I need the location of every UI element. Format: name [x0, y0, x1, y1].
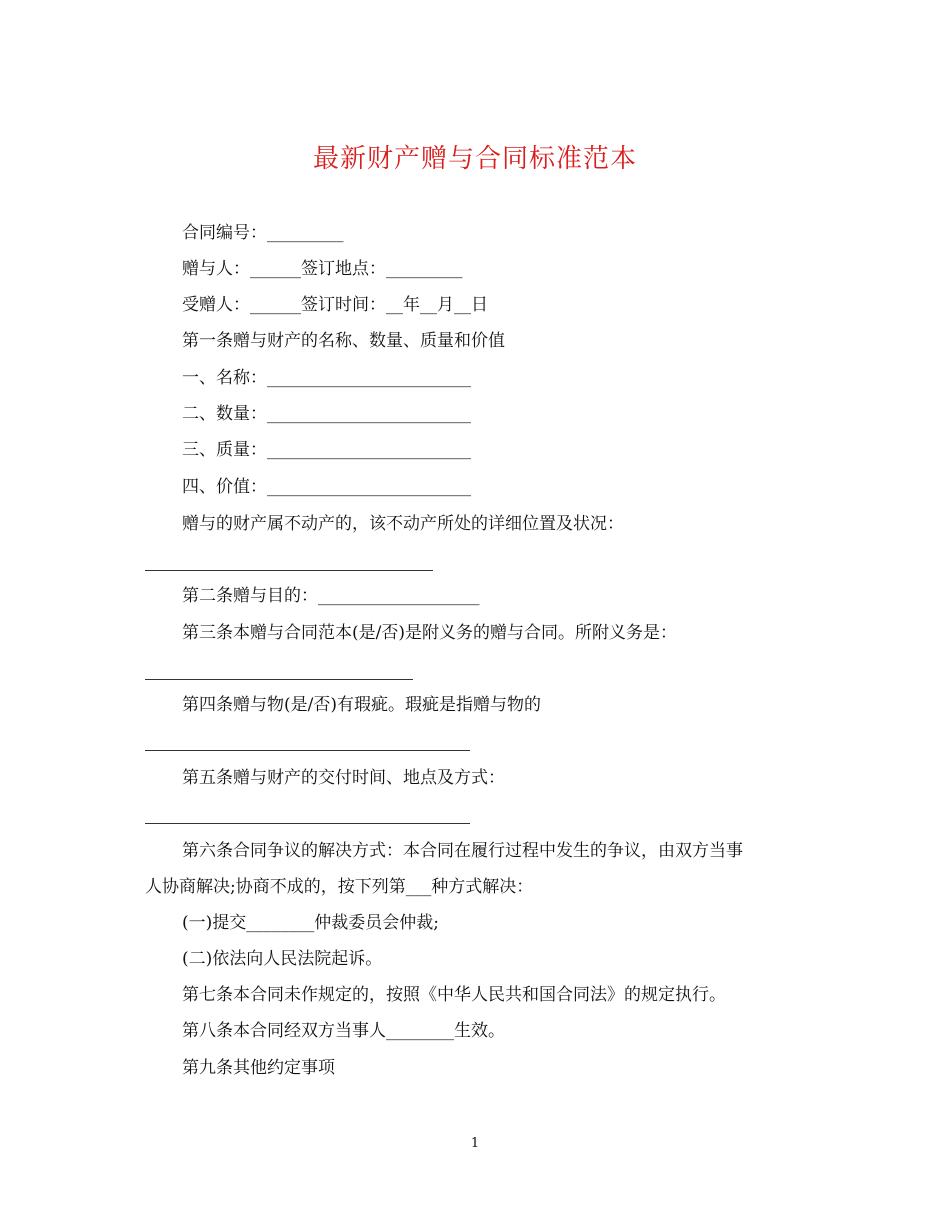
- article-7-line: 第七条本合同未作规定的，按照《中华人民共和国合同法》的规定执行。: [182, 985, 726, 1005]
- article-1-heading: 第一条赠与财产的名称、数量、质量和价值: [182, 331, 505, 351]
- real-estate-line: 赠与的财产属不动产的，该不动产所处的详细位置及状况：: [182, 514, 624, 534]
- article-6-continuation: 人协商解决;协商不成的，按下列第___种方式解决：: [145, 877, 534, 897]
- donee-line: 受赠人：______签订时间：__年__月__日: [182, 295, 488, 315]
- article-8-line: 第八条本合同经双方当事人________生效。: [182, 1021, 505, 1041]
- fill-in-rule: [145, 570, 433, 571]
- arbitration-option: (一)提交________仲裁委员会仲裁;: [182, 913, 439, 933]
- fill-in-rule: [145, 823, 470, 824]
- article-9-line: 第九条其他约定事项: [182, 1058, 335, 1078]
- property-value-line: 四、价值：________________________: [182, 477, 471, 497]
- fill-in-rule: [145, 750, 470, 751]
- property-quantity-line: 二、数量：________________________: [182, 404, 471, 424]
- article-2-line: 第二条赠与目的：___________________: [182, 586, 480, 606]
- article-3-line: 第三条本赠与合同范本(是/否)是附义务的赠与合同。所附义务是：: [182, 623, 677, 643]
- document-title: 最新财产赠与合同标准范本: [312, 144, 637, 174]
- page-number: 1: [470, 1136, 480, 1151]
- fill-in-rule: [145, 679, 413, 680]
- donor-line: 赠与人：______签订地点：_________: [182, 259, 463, 279]
- article-4-line: 第四条赠与物(是/否)有瑕疵。瑕疵是指赠与物的: [182, 695, 541, 715]
- property-quality-line: 三、质量：________________________: [182, 440, 471, 460]
- litigation-option: (二)依法向人民法院起诉。: [182, 949, 383, 969]
- contract-number-line: 合同编号：_________: [182, 223, 344, 243]
- property-name-line: 一、名称：________________________: [182, 368, 471, 388]
- article-6-line: 第六条合同争议的解决方式：本合同在履行过程中发生的争议，由双方当事: [182, 841, 743, 861]
- article-5-line: 第五条赠与财产的交付时间、地点及方式：: [182, 768, 505, 788]
